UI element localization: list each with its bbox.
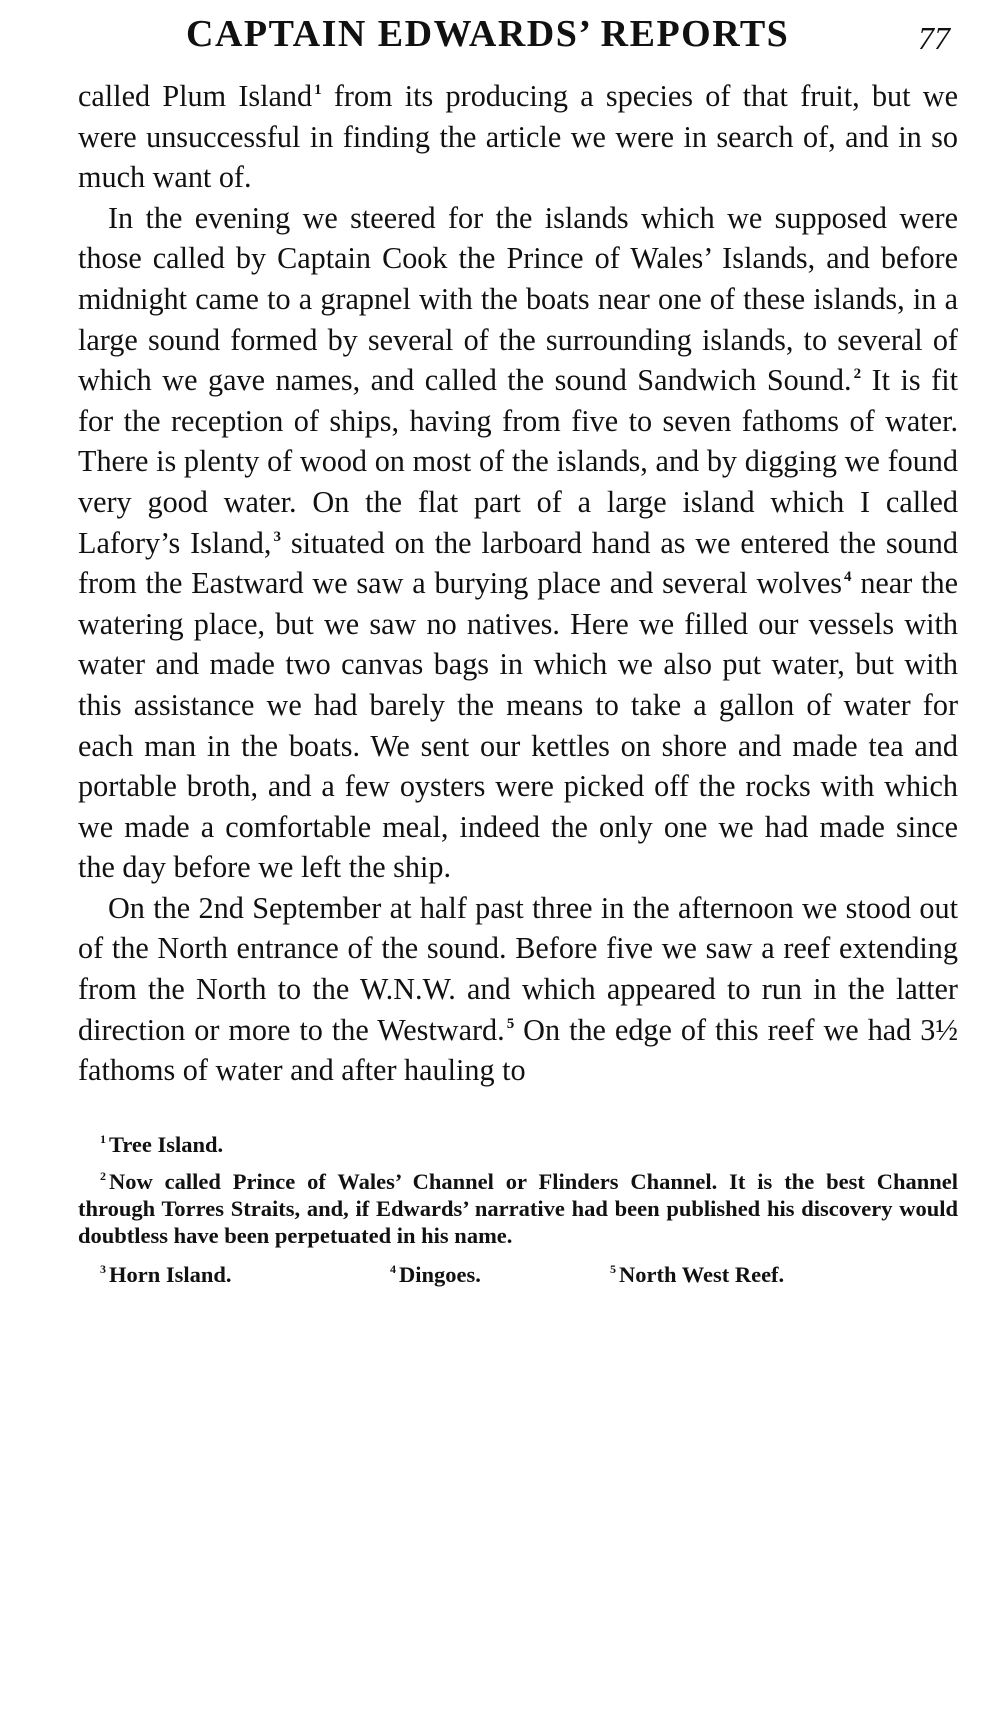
footnote-mark: 4 bbox=[390, 1262, 396, 1277]
footnote-2 bbox=[78, 1168, 958, 1249]
paragraph-text: On the edge of this reef we had 3½ fathoms of water and after hauling to bbox=[78, 1012, 958, 1088]
footnote-4 bbox=[390, 1261, 610, 1288]
paragraph-3 bbox=[78, 888, 958, 1091]
footnote-text: Dingoes. bbox=[399, 1261, 481, 1287]
paragraph-text: near the watering place, but we saw no natives. Here we filled our vessels with water and made two canvas bags in which we also put water, but with this assistance we had barely the means to take a gallon of water for each man in the boats. We sent our kettles on shore and made tea and portable broth, and a few oysters were picked off the rocks with which we made a comfortable meal, indeed the only one we had made since the day before we left the ship. bbox=[78, 566, 959, 885]
page-number: 77 bbox=[918, 20, 950, 56]
footnote-reference-5: 5 bbox=[506, 1015, 515, 1032]
footnote-5 bbox=[610, 1261, 784, 1288]
paragraph-1 bbox=[78, 76, 958, 198]
paragraph-text: situated on the larboard hand as we entered the sound from the Eastward we saw a burying place and several wolves bbox=[78, 525, 958, 601]
paragraph-text: from its producing a species of that fruit, but we were unsuccessful in finding the article we were in search of, and in so much want of. bbox=[78, 79, 958, 195]
book-page bbox=[78, 10, 958, 1720]
paragraph-text: It is fit for the reception of ships, having from five to seven fathoms of water. There is plenty of wood on most of the islands, and by digging we found very good water. On the flat part of a large island which I called Lafory’s Island, bbox=[78, 363, 958, 560]
paragraph-text: On the 2nd September at half past three in the afternoon we stood out of the North entrance of the sound. Before five we saw a reef extending from the North to the W.N.W. and which appeared to run in the latter direction or more to the Westward. bbox=[78, 890, 958, 1047]
footnotes bbox=[78, 1131, 958, 1288]
paragraph-text: called Plum Island bbox=[78, 79, 313, 113]
paragraph-2 bbox=[78, 198, 958, 888]
footnote-mark: 2 bbox=[100, 1169, 106, 1184]
footnote-text: Horn Island. bbox=[109, 1261, 232, 1287]
footnote-row bbox=[78, 1261, 958, 1288]
footnote-3 bbox=[100, 1261, 390, 1288]
running-title: CAPTAIN EDWARDS’ REPORTS bbox=[186, 13, 790, 55]
footnote-mark: 3 bbox=[100, 1262, 106, 1277]
footnote-text: North West Reef. bbox=[619, 1261, 785, 1287]
footnote-reference-2: 2 bbox=[853, 366, 862, 383]
paragraph-text: In the evening we steered for the islands which we supposed were those called by Captain Cook the Prince of Wales’ Islands, and before midnight came to a grapnel with the boats near one of these islands, in a large sound formed by several of the surrounding islands, to several of which we gave names, and called the sound Sandwich Sound. bbox=[78, 200, 958, 398]
footnote-mark: 1 bbox=[100, 1132, 106, 1147]
footnote-reference-3: 3 bbox=[273, 528, 281, 545]
footnote-1 bbox=[78, 1131, 958, 1158]
footnote-mark: 5 bbox=[610, 1262, 616, 1277]
body-text bbox=[78, 76, 958, 1091]
footnote-text: Now called Prince of Wales’ Channel or Flinders Channel. It is the best Channel through Torres Straits, and, if Edwards’ narrative had been published his discovery would doubtless have been perpetuated in his name. bbox=[78, 1168, 958, 1248]
footnote-text: Tree Island. bbox=[109, 1131, 224, 1157]
footnote-reference-1: 1 bbox=[314, 82, 322, 98]
running-head bbox=[78, 10, 958, 62]
footnote-reference-4: 4 bbox=[844, 569, 852, 586]
